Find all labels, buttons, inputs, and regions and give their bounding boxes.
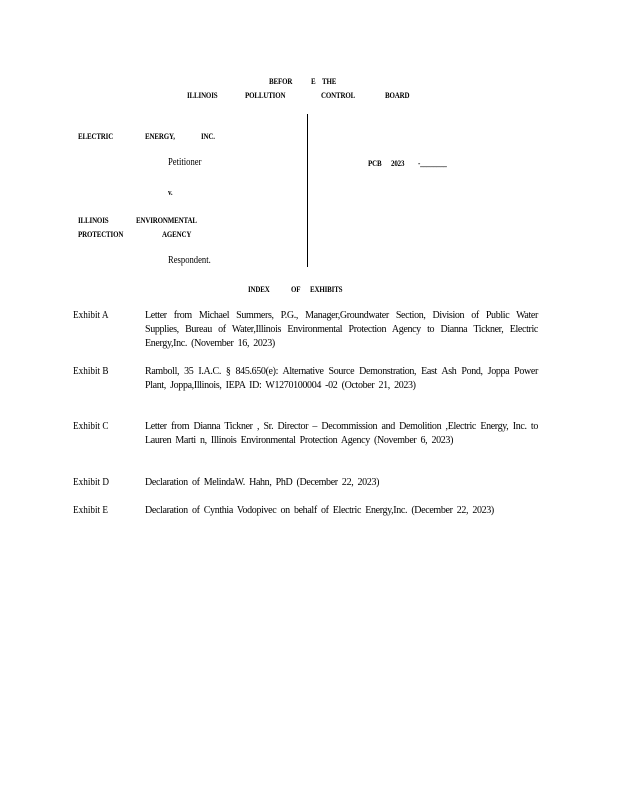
case-number-pcb: PCB xyxy=(368,158,382,168)
index-title-index: INDEX xyxy=(248,284,270,294)
case-number-year: 2023 xyxy=(391,158,405,168)
exhibit-description: Letter from Dianna Tickner , Sr. Director – Decommission and Demolition ,Electric Energy, Inc. to Lauren Marti n, Illinois Environmental Protection Agency (November 6, 2023) xyxy=(145,421,538,446)
respondent-name-illinois: ILLINOIS xyxy=(78,215,109,225)
exhibit-label: Exhibit A xyxy=(73,310,109,321)
header-word-control: CONTROL xyxy=(321,90,356,100)
petitioner-role: Petitioner xyxy=(168,157,202,168)
index-title-exhibits: EXHIBITS xyxy=(310,284,343,294)
petitioner-name-energy: ENERGY, xyxy=(145,131,175,141)
exhibit-description: Letter from Michael Summers, P.G., Manager,Groundwater Section, Division of Public Water Supplies, Bureau of Water,Illinois Environmental Protection Agency to Dianna Tickner, Electric Energy,Inc. (November 16, 2023) xyxy=(145,310,538,349)
exhibit-label: Exhibit D xyxy=(73,477,110,488)
case-number-blank: -________ xyxy=(418,158,447,168)
header-word-board: BOARD xyxy=(385,90,410,100)
header-word-pollution: POLLUTION xyxy=(245,90,286,100)
respondent-name-agency: AGENCY xyxy=(162,229,192,239)
respondent-name-environmental: ENVIRONMENTAL xyxy=(136,215,197,225)
exhibit-label: Exhibit C xyxy=(73,421,109,432)
exhibit-description: Ramboll, 35 I.A.C. § 845.650(e): Alternative Source Demonstration, East Ash Pond, Joppa Power Plant, Joppa,Illinois, IEPA ID: W1270100004 -02 (October 21, 2023) xyxy=(145,366,538,391)
header-word-the: THE xyxy=(322,76,337,86)
exhibit-label: Exhibit B xyxy=(73,366,109,377)
header-word-e: E xyxy=(311,76,316,86)
exhibit-label: Exhibit E xyxy=(73,505,109,516)
exhibit-description: Declaration of Cynthia Vodopivec on behalf of Electric Energy,Inc. (December 22, 2023) xyxy=(145,505,494,516)
petitioner-name-electric: ELECTRIC xyxy=(78,131,114,141)
index-title-of: OF xyxy=(291,284,301,294)
respondent-role: Respondent. xyxy=(168,255,211,266)
header-word-illinois: ILLINOIS xyxy=(187,90,218,100)
header-word-before: BEFOR xyxy=(269,76,293,86)
exhibit-description: Declaration of MelindaW. Hahn, PhD (December 22, 2023) xyxy=(145,477,380,488)
petitioner-name-inc: INC. xyxy=(201,131,215,141)
versus: v. xyxy=(168,187,173,197)
respondent-name-protection: PROTECTION xyxy=(78,229,124,239)
caption-divider-line xyxy=(307,114,308,267)
